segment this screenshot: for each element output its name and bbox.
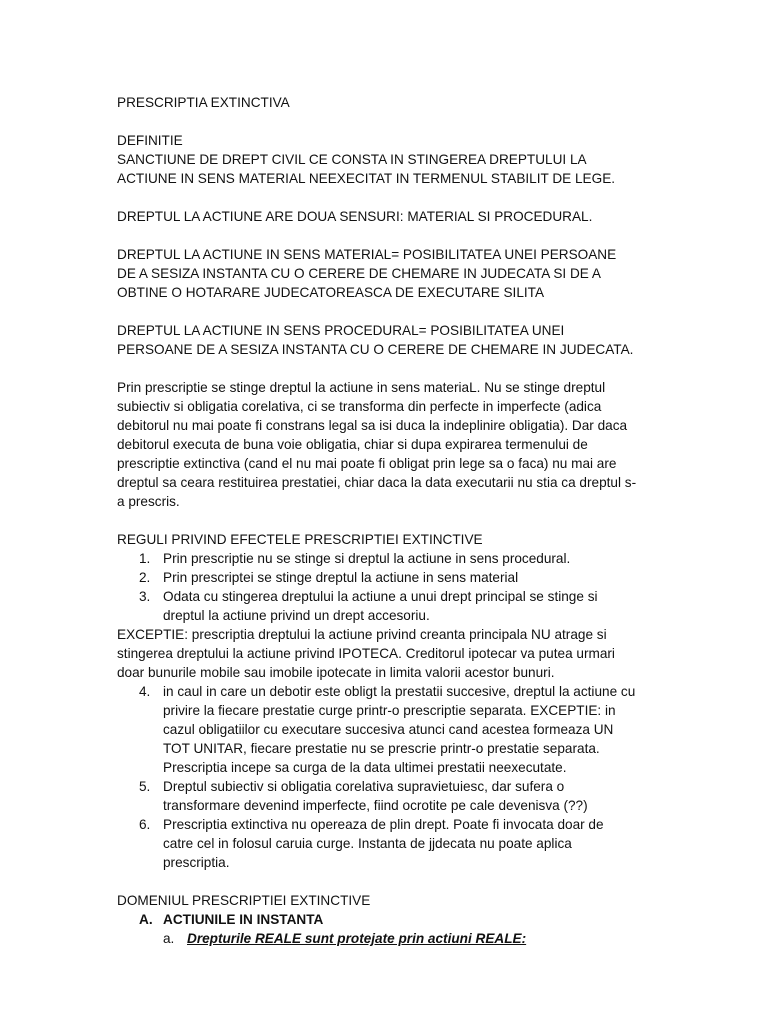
list-text: in caul in care un debotir este obligt la prestatii succesive, dreptul la actiune cu privire la fiecare prestatie curge printr-o prescriptie separata. EXCEPTIE: in cazul obligatiilor cu executare succesiva atunci cand acestea formeaza UN TOT UNITAR, fiecare prestatie nu se prescrie printr-o prestatie separata. Prescriptia incepe sa curga de la data ultimei prestatii neexecutate. xyxy=(163,684,636,775)
list-text: Odata cu stingerea dreptului la actiune a unui drept principal se stinge si dreptul la actiune privind un drept accesoriu. xyxy=(163,589,598,623)
doc-title: PRESCRIPTIA EXTINCTIVA xyxy=(117,95,290,110)
list-item xyxy=(117,549,637,568)
domain-heading: DOMENIUL PRESCRIPTIEI EXTINCTIVE xyxy=(117,893,371,908)
section-a xyxy=(117,910,637,929)
list-item xyxy=(117,815,637,872)
list-number: 6. xyxy=(139,817,151,832)
prescription-paragraph: Prin prescriptie se stinge dreptul la actiune in sens materiaL. Nu se stinge dreptul subiectiv si obligatia corelativa, ci se transforma din perfecte in imperfecte (adica debitorul nu mai poate fi constrans legal sa isi duca la indeplinire obligatia). Dar daca debitorul executa de buna voie obligatia, chiar si dupa expirarea termenului de prescriptie extinctiva (cand el nu mai poate fi obligat prin lege sa o faca) nu mai are dreptul sa ceara restituirea prestatiei, chiar daca la data executarii nu stia ca dreptul s-a prescris. xyxy=(117,380,637,509)
list-number: 4. xyxy=(139,684,151,699)
definition-text: SANCTIUNE DE DREPT CIVIL CE CONSTA IN STINGEREA DREPTULUI LA ACTIUNE IN SENS MATERIAL NEEXECITAT IN TERMENUL STABILIT DE LEGE. xyxy=(117,152,616,186)
rules-list-b xyxy=(117,682,637,872)
procedural-sense-text: DREPTUL LA ACTIUNE IN SENS PROCEDURAL= POSIBILITATEA UNEI PERSOANE DE A SESIZA INSTANTA CU O CERERE DE CHEMARE IN JUDECATA. xyxy=(117,323,634,357)
list-item xyxy=(117,568,637,587)
list-number: 2. xyxy=(139,570,151,585)
list-text: Dreptul subiectiv si obligatia corelativa supravietuiesc, dar sufera o transformare devenind imperfecte, fiind ocrotite pe cale devenisva (??) xyxy=(163,779,588,813)
list-text: Prin prescriptei se stinge dreptul la actiune in sens material xyxy=(163,570,519,585)
rules-heading: REGULI PRIVIND EFECTELE PRESCRIPTIEI EXTINCTIVE xyxy=(117,532,483,547)
list-number: 1. xyxy=(139,551,151,566)
section-title: ACTIUNILE IN INSTANTA xyxy=(163,912,324,927)
subsection-title: Drepturile REALE sunt protejate prin actiuni REALE: xyxy=(187,931,527,946)
definition-heading: DEFINITIE xyxy=(117,133,183,148)
document-body xyxy=(117,93,637,948)
subsection-letter: a. xyxy=(163,931,175,946)
list-number: 3. xyxy=(139,589,151,604)
subsection-a xyxy=(117,929,637,948)
section-letter: A. xyxy=(139,912,153,927)
two-senses-text: DREPTUL LA ACTIUNE ARE DOUA SENSURI: MATERIAL SI PROCEDURAL. xyxy=(117,209,593,224)
material-sense-text: DREPTUL LA ACTIUNE IN SENS MATERIAL= POSIBILITATEA UNEI PERSOANE DE A SESIZA INSTANTA CU O CERERE DE CHEMARE IN JUDECATA SI DE A OBTINE O HOTARARE JUDECATOREASCA DE EXECUTARE SILITA xyxy=(117,247,617,300)
list-item xyxy=(117,682,637,777)
list-item xyxy=(117,587,637,625)
list-text: Prin prescriptie nu se stinge si dreptul la actiune in sens procedural. xyxy=(163,551,571,566)
list-text: Prescriptia extinctiva nu opereaza de plin drept. Poate fi invocata doar de catre cel in folosul caruia curge. Instanta de jjdecata nu poate aplica prescriptia. xyxy=(163,817,604,870)
rules-list-a xyxy=(117,549,637,625)
list-number: 5. xyxy=(139,779,151,794)
exception-paragraph: EXCEPTIE: prescriptia dreptului la actiune privind creanta principala NU atrage si stingerea dreptului la actiune privind IPOTECA. Creditorul ipotecar va putea urmari doar bunurile mobile sau imobile ipotecate in limita valorii acestor bunuri. xyxy=(117,627,615,680)
list-item xyxy=(117,777,637,815)
